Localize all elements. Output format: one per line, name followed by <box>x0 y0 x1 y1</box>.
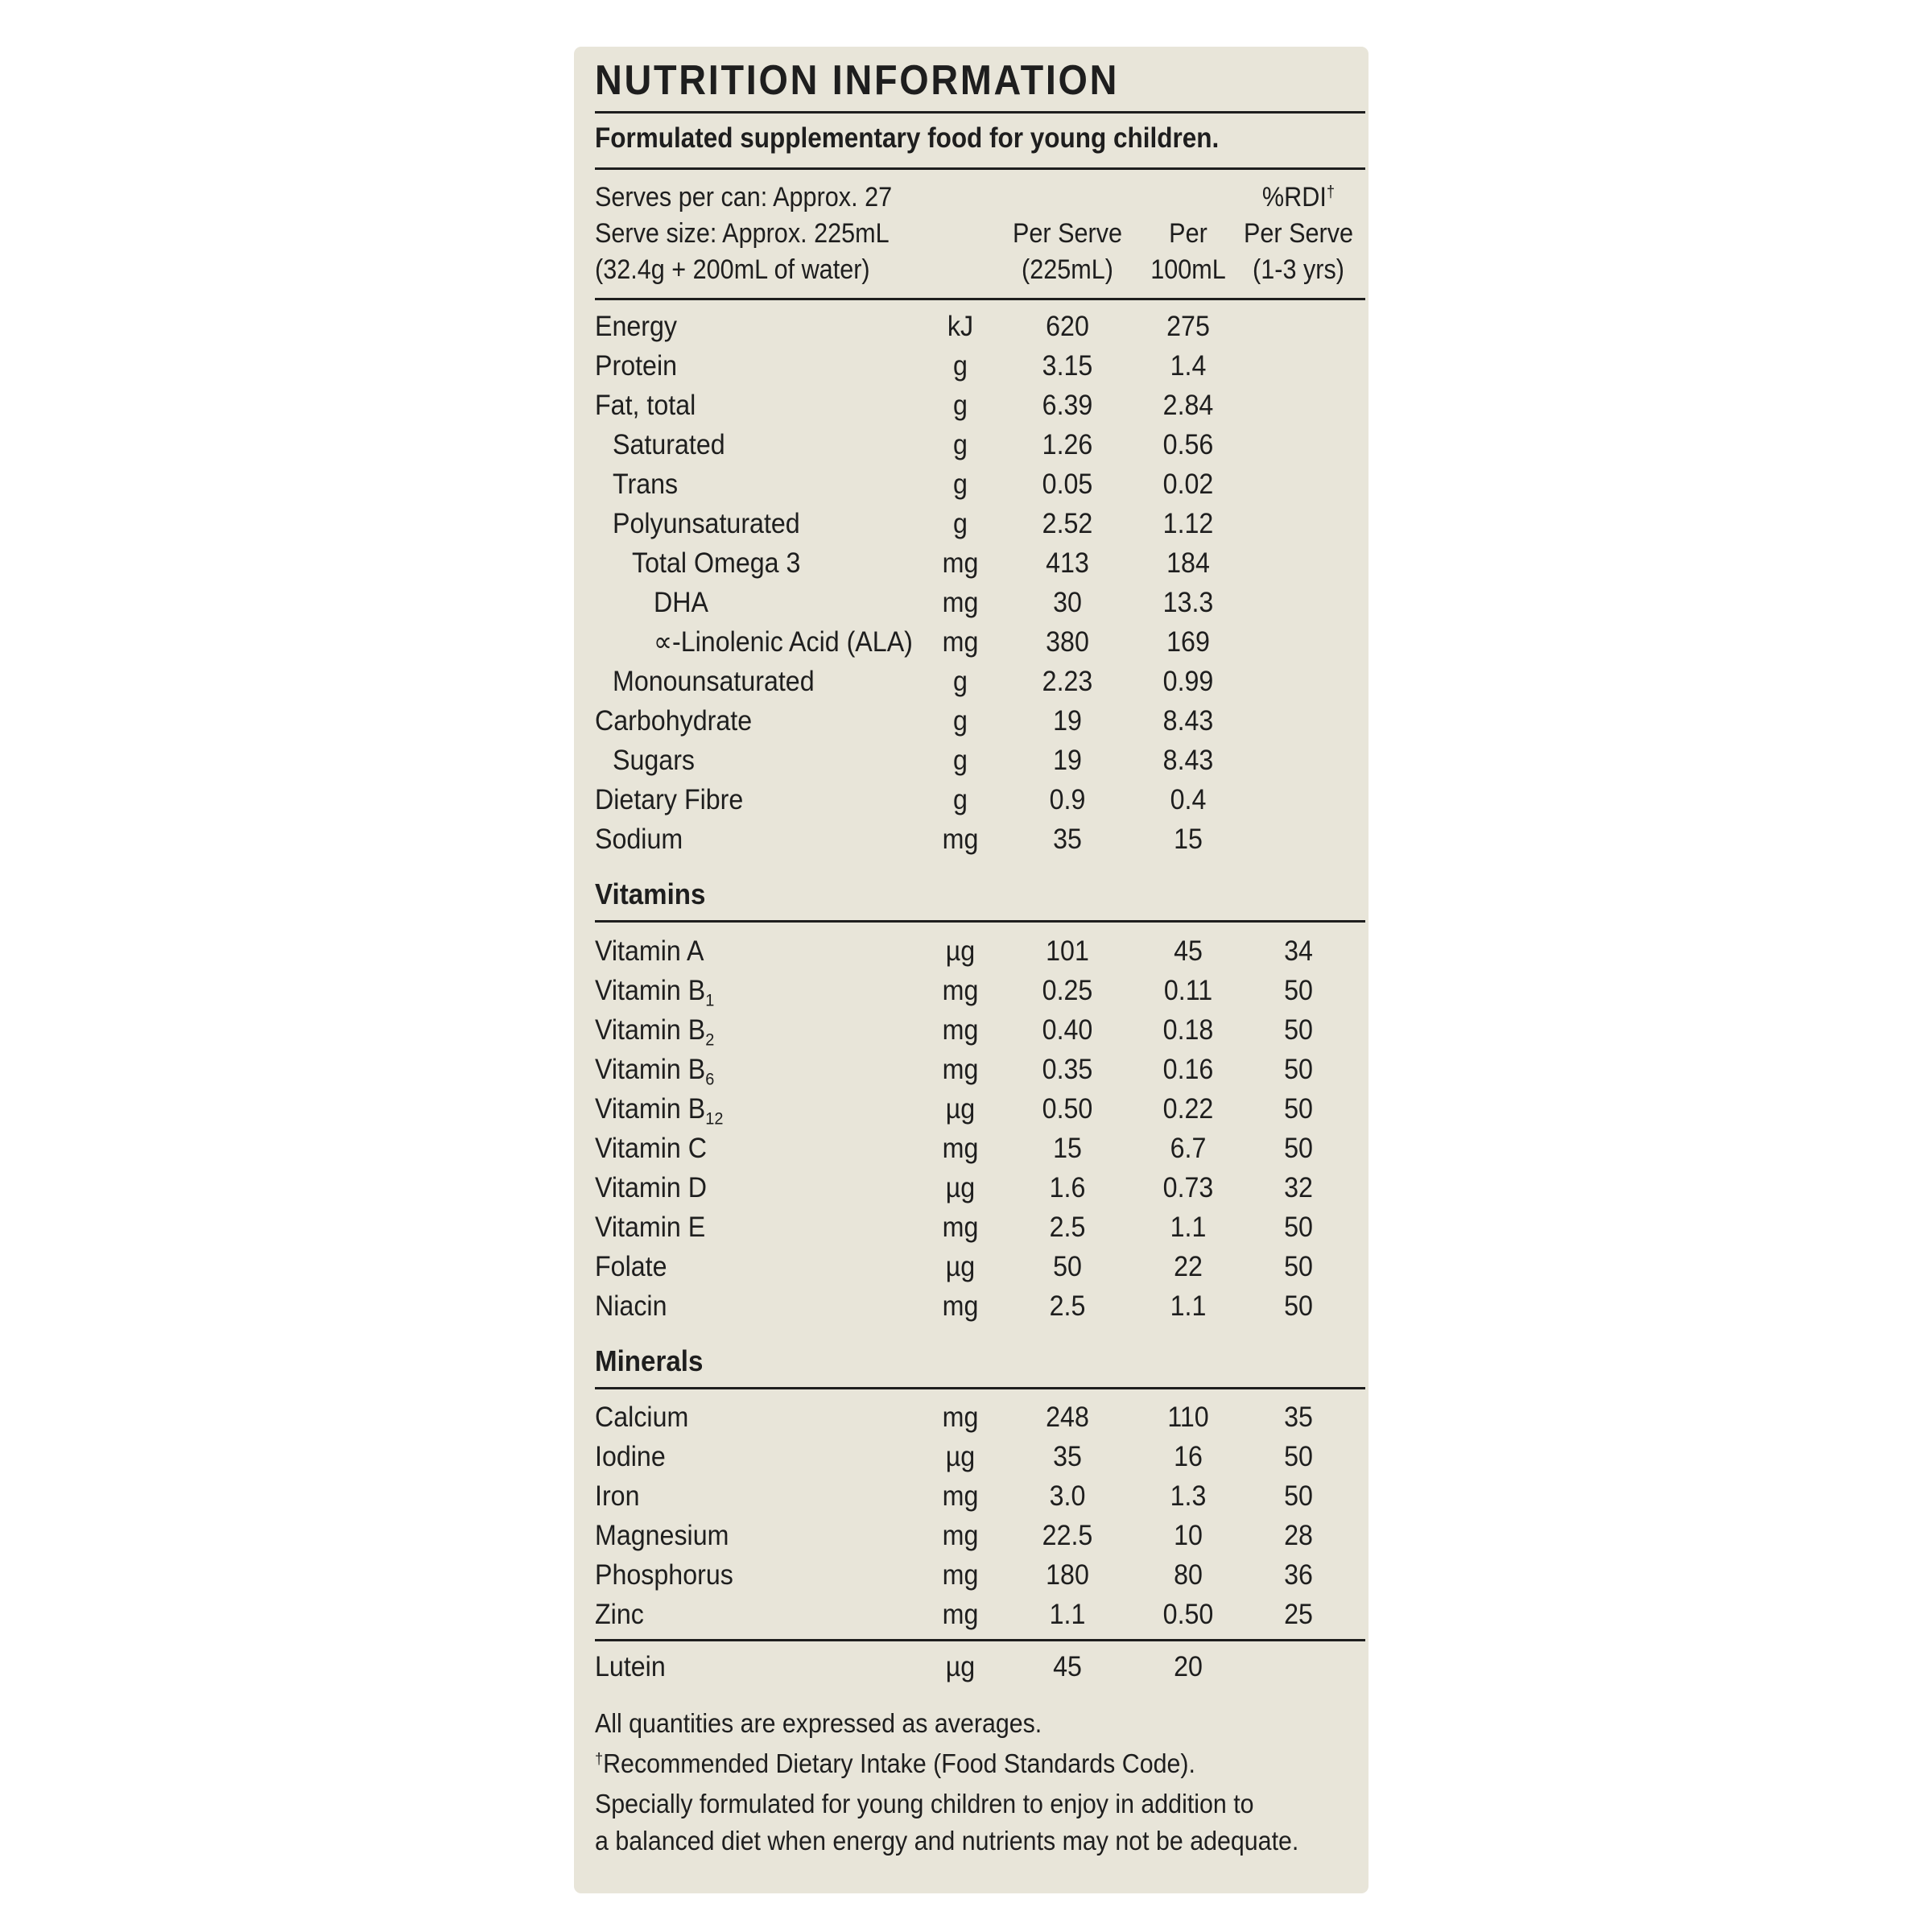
per-100ml-cell: 16 <box>1174 1441 1203 1472</box>
nutrient-name: Dietary Fibre <box>595 784 744 815</box>
table-row <box>574 1480 1368 1520</box>
per-100ml-cell: 20 <box>1174 1651 1203 1682</box>
footnote-special: Specially formulated for young children to enjoy in addition to a balanced diet when energy and nutrients may not be adequate. <box>595 1789 1299 1856</box>
unit-cell: g <box>953 666 968 697</box>
rdi-cell: 50 <box>1284 1480 1313 1512</box>
unit-cell: g <box>953 784 968 815</box>
table-row <box>574 1290 1368 1330</box>
nutrient-name: Niacin <box>595 1290 667 1322</box>
nutrient-name: ∝-Linolenic Acid (ALA) <box>654 626 913 658</box>
per-serve-cell: 413 <box>1046 547 1089 579</box>
per-100ml-cell: 6.7 <box>1170 1133 1207 1164</box>
per-serve-cell: 0.05 <box>1042 469 1093 500</box>
rdi-cell: 50 <box>1284 1014 1313 1046</box>
serve-detail: (32.4g + 200mL of water) <box>595 254 870 285</box>
serves-per-can: Serves per can: Approx. 27 <box>595 182 893 213</box>
rdi-cell: 50 <box>1284 1212 1313 1243</box>
per-serve-cell: 22.5 <box>1042 1520 1093 1551</box>
table-row <box>574 705 1368 745</box>
per-100ml-cell: 0.56 <box>1162 429 1214 460</box>
rdi-cell: 36 <box>1284 1559 1313 1591</box>
rdi-cell: 32 <box>1284 1172 1313 1203</box>
subscript: 12 <box>705 1108 724 1129</box>
vitamins-divider <box>595 920 1365 923</box>
per-100ml-cell: 10 <box>1174 1520 1203 1551</box>
per-serve-cell: 50 <box>1053 1251 1082 1282</box>
per-serve-cell: 0.35 <box>1042 1054 1093 1085</box>
table-row <box>574 1172 1368 1212</box>
table-row <box>574 824 1368 863</box>
table-row <box>574 666 1368 705</box>
per-100ml-cell: 1.3 <box>1170 1480 1207 1512</box>
per-serve-cell: 3.15 <box>1042 350 1093 382</box>
per-100ml-cell: 169 <box>1166 626 1210 658</box>
rdi-cell: 50 <box>1284 1251 1313 1282</box>
nutrient-name: Phosphorus <box>595 1559 733 1591</box>
per-serve-cell: 1.6 <box>1049 1172 1086 1203</box>
table-row <box>574 745 1368 784</box>
unit-cell: kJ <box>947 311 974 342</box>
unit-cell: µg <box>945 1441 976 1472</box>
per-serve-cell: 15 <box>1053 1133 1082 1164</box>
unit-cell: µg <box>945 1651 976 1682</box>
table-row <box>574 311 1368 350</box>
per-100ml-cell: 184 <box>1166 547 1210 579</box>
table-row <box>574 547 1368 587</box>
table-row <box>574 1520 1368 1559</box>
per-100ml-cell: 0.4 <box>1170 784 1207 815</box>
per-100ml-cell: 0.50 <box>1162 1599 1214 1630</box>
unit-cell: mg <box>942 1212 979 1243</box>
rdi-cell: 34 <box>1284 935 1313 967</box>
rdi-cell: 50 <box>1284 1054 1313 1085</box>
nutrient-name: Vitamin $B_2$ <box>595 1014 715 1050</box>
nutrient-name: Monounsaturated <box>613 666 815 697</box>
table-row <box>574 1559 1368 1599</box>
per-100ml-cell: 8.43 <box>1162 705 1214 737</box>
per-serve-cell: 3.0 <box>1049 1480 1086 1512</box>
per-serve-cell: 30 <box>1053 587 1082 618</box>
table-row <box>574 935 1368 975</box>
unit-cell: mg <box>942 975 979 1006</box>
nutrient-name: Vitamin $B_6$ <box>595 1054 715 1089</box>
unit-cell: g <box>953 705 968 737</box>
rdi-cell: 28 <box>1284 1520 1313 1551</box>
per-serve-cell: 0.40 <box>1042 1014 1093 1046</box>
per-100ml-cell: 0.11 <box>1163 975 1213 1006</box>
unit-cell: mg <box>942 1014 979 1046</box>
per-100ml-cell: 0.02 <box>1162 469 1214 500</box>
per-100ml-cell: 0.73 <box>1162 1172 1214 1203</box>
table-row <box>574 390 1368 429</box>
nutrient-name: Polyunsaturated <box>613 508 800 539</box>
table-row <box>574 1133 1368 1172</box>
unit-cell: g <box>953 390 968 421</box>
nutrient-name: Fat, total <box>595 390 696 421</box>
title-divider <box>595 111 1365 114</box>
unit-cell: mg <box>942 1480 979 1512</box>
rdi-cell: 50 <box>1284 1441 1313 1472</box>
table-row <box>574 1441 1368 1480</box>
subscript: 2 <box>705 1029 715 1050</box>
unit-cell: mg <box>942 626 979 658</box>
per-serve-cell: 0.50 <box>1042 1093 1093 1125</box>
rdi-cell: 25 <box>1284 1599 1313 1630</box>
per-serve-cell: 2.5 <box>1049 1290 1086 1322</box>
per-100ml-cell: 45 <box>1174 935 1203 967</box>
dagger-mark: † <box>1326 183 1335 201</box>
nutrient-name: Magnesium <box>595 1520 729 1551</box>
unit-cell: g <box>953 745 968 776</box>
table-row <box>574 1599 1368 1638</box>
table-row <box>574 1651 1368 1690</box>
per-serve-cell: 19 <box>1053 745 1082 776</box>
minerals-heading: Minerals <box>595 1344 704 1377</box>
subscript: 6 <box>705 1068 715 1089</box>
per-serve-cell: 620 <box>1046 311 1089 342</box>
per-100ml-cell: 22 <box>1174 1251 1203 1282</box>
serving-info <box>595 180 892 288</box>
unit-cell: µg <box>945 1172 976 1203</box>
nutrient-name: Total Omega 3 <box>632 547 801 579</box>
table-row <box>574 350 1368 390</box>
table-row <box>574 1212 1368 1251</box>
nutrient-name: DHA <box>654 587 708 618</box>
unit-cell: mg <box>942 1290 979 1322</box>
per-serve-cell: 180 <box>1046 1559 1089 1591</box>
nutrient-name: Folate <box>595 1251 667 1282</box>
nutrient-name: Iron <box>595 1480 640 1512</box>
table-row <box>574 1093 1368 1133</box>
unit-cell: mg <box>942 547 979 579</box>
unit-cell: µg <box>945 935 976 967</box>
rdi-cell: 35 <box>1284 1402 1313 1433</box>
header-divider <box>595 298 1365 300</box>
per-100ml-cell: 0.16 <box>1162 1054 1214 1085</box>
nutrient-name: Vitamin $B_1$ <box>595 975 715 1010</box>
unit-cell: g <box>953 429 968 460</box>
per-100ml-cell: 2.84 <box>1162 390 1214 421</box>
nutrient-name: Sodium <box>595 824 683 855</box>
per-100ml-cell: 1.4 <box>1170 350 1207 382</box>
nutrient-name: Sugars <box>613 745 696 776</box>
subscript: 1 <box>705 989 715 1010</box>
footnote-averages: All quantities are expressed as averages. <box>595 1708 1042 1738</box>
per-100ml-cell: 15 <box>1174 824 1203 855</box>
per-serve-cell: 45 <box>1053 1651 1082 1682</box>
per-serve-header: Per Serve (225mL) <box>1012 218 1123 285</box>
per-serve-cell: 1.26 <box>1042 429 1093 460</box>
rdi-cell: 50 <box>1284 975 1313 1006</box>
per-100ml-cell: 1.1 <box>1170 1290 1207 1322</box>
per-serve-cell: 101 <box>1046 935 1089 967</box>
per-serve-cell: 380 <box>1046 626 1089 658</box>
lutein-divider <box>595 1639 1365 1641</box>
unit-cell: g <box>953 350 968 382</box>
table-row <box>574 469 1368 508</box>
table-row <box>574 784 1368 824</box>
minerals-divider <box>595 1387 1365 1389</box>
unit-cell: g <box>953 469 968 500</box>
nutrient-name: Trans <box>613 469 679 500</box>
rdi-cell: 50 <box>1284 1133 1313 1164</box>
nutrient-name: Vitamin C <box>595 1133 707 1164</box>
per-100ml-cell: 8.43 <box>1162 745 1214 776</box>
unit-cell: mg <box>942 587 979 618</box>
rdi-header: %RDI† Per Serve (1-3 yrs) <box>1243 182 1354 285</box>
nutrient-name: Lutein <box>595 1651 666 1682</box>
nutrition-panel <box>574 47 1368 1893</box>
nutrient-name: Saturated <box>613 429 725 460</box>
nutrient-name: Zinc <box>595 1599 644 1630</box>
nutrient-name: Vitamin $B_{12}$ <box>595 1093 724 1129</box>
unit-cell: mg <box>942 1402 979 1433</box>
per-serve-cell: 19 <box>1053 705 1082 737</box>
per-100ml-cell: 0.18 <box>1162 1014 1214 1046</box>
rdi-cell: 50 <box>1284 1290 1313 1322</box>
per-serve-cell: 35 <box>1053 1441 1082 1472</box>
table-row <box>574 975 1368 1014</box>
per-serve-cell: 2.23 <box>1042 666 1093 697</box>
unit-cell: mg <box>942 1559 979 1591</box>
table-row <box>574 1402 1368 1441</box>
per-100ml-cell: 1.12 <box>1162 508 1214 539</box>
table-row <box>574 508 1368 547</box>
table-row <box>574 429 1368 469</box>
per-serve-cell: 35 <box>1053 824 1082 855</box>
nutrient-name: Vitamin A <box>595 935 704 967</box>
per-100ml-cell: 275 <box>1166 311 1210 342</box>
nutrient-name: Energy <box>595 311 678 342</box>
per-serve-cell: 1.1 <box>1049 1599 1086 1630</box>
table-row <box>574 1251 1368 1290</box>
per-serve-cell: 248 <box>1046 1402 1089 1433</box>
nutrient-name: Iodine <box>595 1441 666 1472</box>
unit-cell: µg <box>945 1251 976 1282</box>
unit-cell: mg <box>942 1133 979 1164</box>
unit-cell: mg <box>942 1520 979 1551</box>
nutrient-name: Calcium <box>595 1402 689 1433</box>
per-100ml-cell: 1.1 <box>1170 1212 1207 1243</box>
per-100ml-cell: 80 <box>1174 1559 1203 1591</box>
table-row <box>574 587 1368 626</box>
per-serve-cell: 0.25 <box>1042 975 1093 1006</box>
footnote-rdi: †Recommended Dietary Intake (Food Standards Code). <box>595 1748 1195 1778</box>
per-100ml-cell: 0.99 <box>1162 666 1214 697</box>
vitamins-heading: Vitamins <box>595 877 706 910</box>
rdi-cell: 50 <box>1284 1093 1313 1125</box>
panel-title: NUTRITION INFORMATION <box>595 57 1120 104</box>
unit-cell: mg <box>942 824 979 855</box>
table-row <box>574 1054 1368 1093</box>
per-100ml-cell: 110 <box>1167 1402 1209 1433</box>
serve-size: Serve size: Approx. 225mL <box>595 218 890 249</box>
unit-cell: µg <box>945 1093 976 1125</box>
table-row <box>574 626 1368 666</box>
nutrient-name: Vitamin D <box>595 1172 707 1203</box>
nutrient-name: Vitamin E <box>595 1212 706 1243</box>
per-serve-cell: 2.5 <box>1049 1212 1086 1243</box>
table-row <box>574 1014 1368 1054</box>
subtitle-divider <box>595 167 1365 170</box>
panel-subtitle: Formulated supplementary food for young children. <box>595 122 1220 154</box>
per-100ml-header: Per 100mL <box>1150 218 1226 285</box>
per-serve-cell: 6.39 <box>1042 390 1093 421</box>
per-serve-cell: 2.52 <box>1042 508 1093 539</box>
per-100ml-cell: 13.3 <box>1162 587 1214 618</box>
unit-cell: mg <box>942 1054 979 1085</box>
per-100ml-cell: 0.22 <box>1162 1093 1214 1125</box>
unit-cell: mg <box>942 1599 979 1630</box>
nutrient-name: Carbohydrate <box>595 705 753 737</box>
unit-cell: g <box>953 508 968 539</box>
nutrient-name: Protein <box>595 350 678 382</box>
dagger-mark: † <box>595 1750 604 1769</box>
per-serve-cell: 0.9 <box>1049 784 1086 815</box>
